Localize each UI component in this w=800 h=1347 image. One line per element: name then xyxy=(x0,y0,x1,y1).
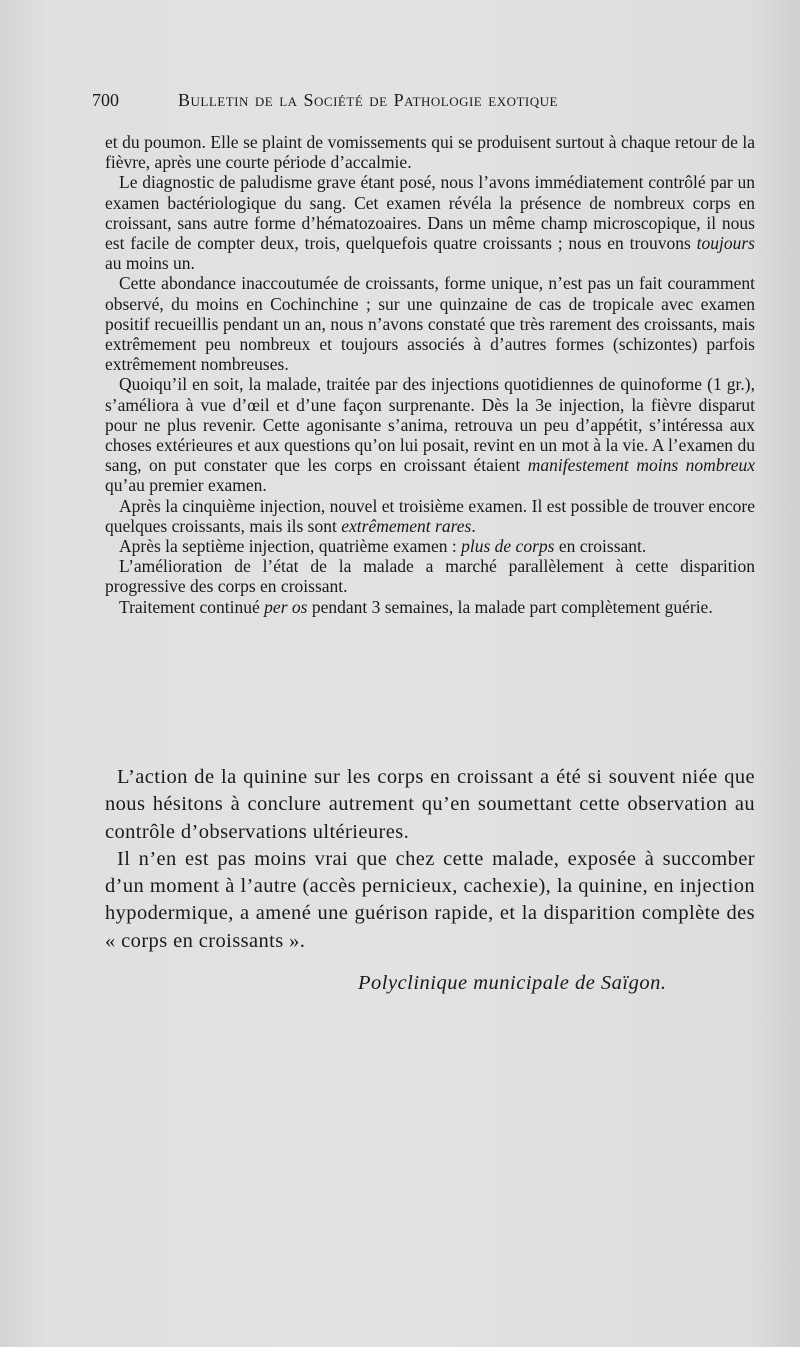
text-span: Après la septième injection, quatrième examen : xyxy=(119,536,462,557)
text-span: Traitement continué xyxy=(119,596,265,617)
italic-text: plus de corps xyxy=(461,536,555,557)
paragraph xyxy=(105,536,755,556)
text-span: Après la cinquième injection, nouvel et troisième examen. Il est possible de trouver encore quelques croissants, mais ils sont xyxy=(105,495,755,536)
signature-line: Polyclinique municipale de Saïgon. xyxy=(358,972,667,994)
paragraph xyxy=(105,273,755,374)
italic-text: extrêmement rares xyxy=(341,515,472,536)
text-span: . xyxy=(471,515,476,536)
italic-text: toujours xyxy=(696,233,755,254)
paragraph xyxy=(105,374,755,495)
paragraph xyxy=(105,496,755,536)
page-number: 700 xyxy=(92,90,119,110)
italic-text: per os xyxy=(264,596,308,617)
page-header xyxy=(92,88,652,112)
paragraph xyxy=(105,132,755,172)
paragraph xyxy=(105,172,755,273)
conclusion-body xyxy=(105,764,755,955)
text-span: Il n’en est pas moins vrai que chez cette malade, exposée à succomber d’un moment à l’autre (accès pernicieux, cachexie), la quinine, en injection hypodermique, a amené une guérison rapide, et la disparition complète des « corps en croissants ». xyxy=(105,847,755,952)
text-span: Quoiqu’il en soit, la malade, traitée par des injections quotidiennes de quinoforme (1 gr.), s’améliora à vue d’œil et d’une façon surprenante. Dès la 3e injection, la fièvre disparut pour ne plus revenir. Cette agonisante s’anima, retrouva un peu d’appétit, s’intéressa aux choses extérieures et aux questions qu’on lui posait, revint en un mot à la vie. A l’examen du sang, on put constater que les corps en croissant étaient xyxy=(105,374,755,476)
text-span: Le diagnostic de paludisme grave étant posé, nous l’avons immédiatement contrôlé par un examen bactériologique du sang. Cet examen révéla la présence de nombreux corps en croissant, sans autre forme d’hématozoaires. Dans un même champ microscopique, il nous est facile de compter deux, trois, quelquefois quatre croissants ; nous en trouvons xyxy=(105,172,755,254)
paragraph xyxy=(105,597,755,617)
paragraph xyxy=(105,556,755,596)
text-span: Cette abondance inaccoutumée de croissants, forme unique, n’est pas un fait couramment observé, du moins en Cochinchine ; sur une quinzaine de cas de tropicale avec examen positif recueillis pendant un an, nous n’avons constaté que très rarement des croissants, mais extrêmement peu nombreux et toujours associés à d’autres formes (schizontes) parfois extrêmement nombreuses. xyxy=(105,273,755,375)
running-title: Bulletin de la Société de Pathologie exotique xyxy=(178,90,558,110)
case-report-body xyxy=(105,132,755,617)
text-span: L’amélioration de l’état de la malade a marché parallèlement à cette disparition progressive des corps en croissant. xyxy=(105,556,755,597)
text-span: et du poumon. Elle se plaint de vomissements qui se produisent surtout à chaque retour de la fièvre, après une courte période d’accalmie. xyxy=(105,132,755,173)
text-span: L’action de la quinine sur les corps en croissant a été si souvent niée que nous hésitons à conclure autrement qu’en soumettant cette observation au contrôle d’observations ultérieures. xyxy=(105,766,755,843)
paragraph xyxy=(105,846,755,955)
italic-text: manifestement moins nombreux xyxy=(527,455,755,476)
text-span: pendant 3 semaines, la malade part complètement guérie. xyxy=(307,596,713,617)
paragraph xyxy=(105,764,755,846)
text-span: au moins un. xyxy=(105,253,195,274)
text-span: qu’au premier examen. xyxy=(105,475,267,496)
text-span: en croissant. xyxy=(554,536,647,557)
